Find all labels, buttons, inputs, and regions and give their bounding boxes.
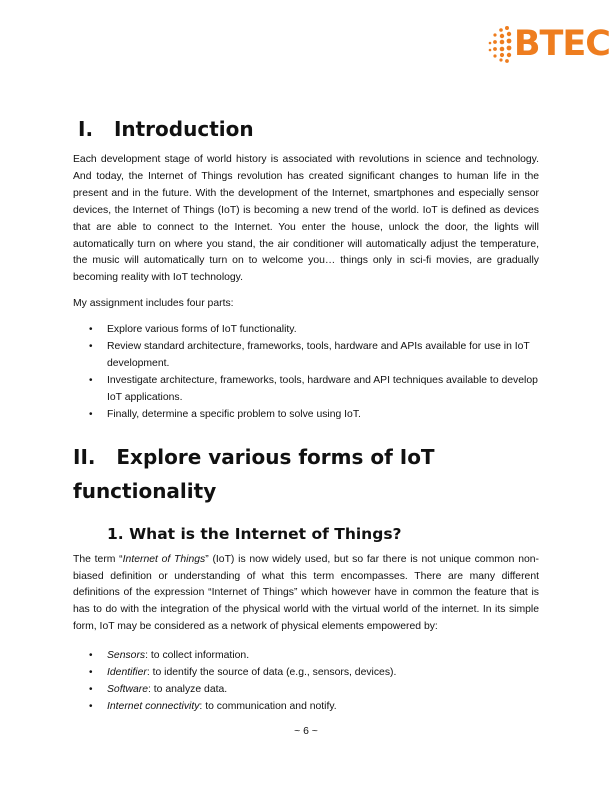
bullet-icon: •	[89, 700, 93, 712]
section-title: Introduction	[113, 117, 254, 141]
list-item: • Identifier: to identify the source of data (e.g., sensors, devices).	[73, 665, 539, 682]
parts-list	[73, 322, 539, 423]
elements-list	[73, 648, 539, 716]
bullet-icon: •	[89, 667, 93, 679]
section-title: Explore various forms of IoT functionality	[73, 444, 435, 503]
list-item: • Internet connectivity: to communication and notify.	[73, 699, 539, 716]
page-content	[73, 112, 539, 716]
bullet-icon: •	[89, 324, 93, 336]
list-item: • Sensors: to collect information.	[73, 648, 539, 665]
list-item: • Finally, determine a specific problem to solve using IoT.	[73, 407, 539, 424]
list-item: • Investigate architecture, frameworks, tools, hardware and API techniques available to develop IoT applications.	[89, 374, 538, 403]
section-number: II.	[73, 444, 96, 469]
bullet-icon: •	[89, 374, 93, 386]
btec-logo	[487, 22, 610, 66]
iot-definition-paragraph: The term “Internet of Things” (IoT) is now widely used, but so far there is not unique common non-biased definition or understanding of what this term encompasses. There are many different definitions of the expression “Internet of Things” which however have in common the feature that is has to do with the integration of the physical world with the virtual world of the internet. In its simple form, IoT may be considered as a network of physical elements empowered by:	[73, 553, 540, 633]
logo-text: BTEC	[513, 24, 610, 64]
intro-paragraph: Each development stage of world history is associated with revolutions in science and technology. And today, the Internet of Things revolution has created significant changes to human life in the present and in the future. With the development of the Internet, smartphones and especially sensor devices, the Internet of Things (IoT) is becoming a new trend of the world. IoT is defined as devices that are able to connect to the Internet. You enter the house, unlock the door, the lights will automatically turn on where you stand, the air conditioner will automatically adjust the temperature, the music will automatically turn on to welcome you… things only in sci-fi movies, are gradually becoming reality with IoT technology.	[73, 154, 539, 284]
bullet-icon: •	[89, 650, 93, 662]
subsection-heading: 1. What is the Internet of Things?	[107, 524, 402, 543]
bullet-icon: •	[89, 341, 93, 353]
list-item: • Explore various forms of IoT functionality.	[73, 322, 539, 339]
page-number: ~ 6 ~	[294, 726, 318, 737]
parts-lead: My assignment includes four parts:	[73, 298, 234, 310]
bullet-icon: •	[89, 408, 93, 420]
list-item: • Review standard architecture, frameworks, tools, hardware and APIs available for use in IoT development.	[89, 341, 530, 369]
logo-dots-icon	[487, 24, 513, 64]
term-emphasis: Internet of Things	[122, 553, 206, 565]
list-item: • Software: to analyze data.	[73, 682, 539, 699]
bullet-icon: •	[89, 683, 93, 695]
section-heading-explore	[73, 440, 539, 508]
section-number: I.	[78, 117, 94, 141]
section-heading-introduction	[78, 112, 539, 146]
